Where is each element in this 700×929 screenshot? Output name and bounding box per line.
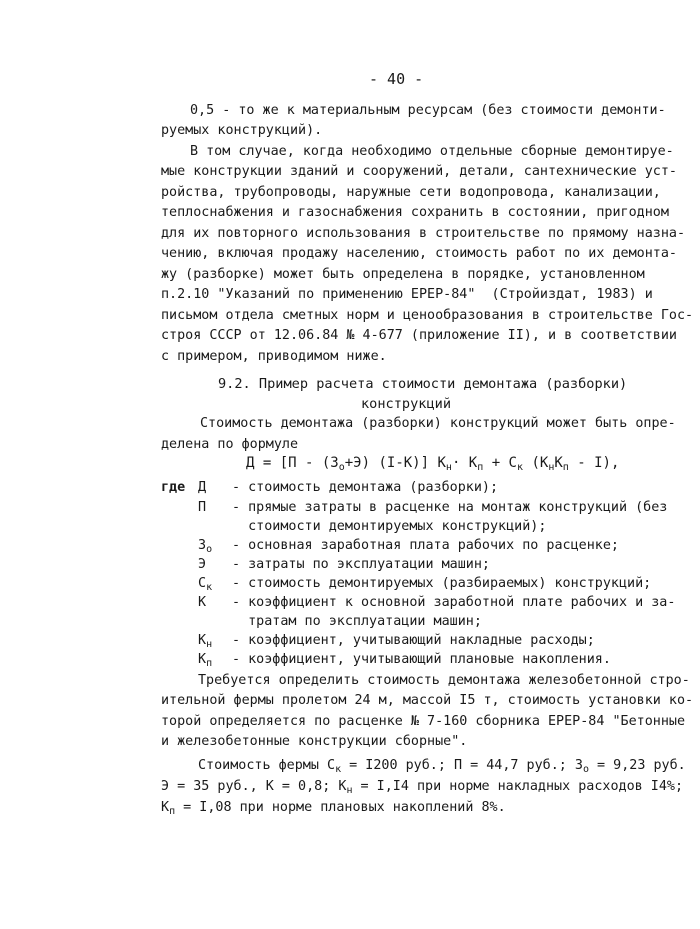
paragraph-line: В том случае, когда необходимо отдельные сборные демонтируе-: [190, 144, 674, 159]
paragraph-line: $К_п = I,08$ при норме плановых накоплений 8%.: [161, 800, 506, 817]
symbol: $З_о$: [198, 538, 213, 555]
paragraph-line: Стоимость фермы $С_к = I200$ руб.; П = 44,7 руб.; $З_о = 9,23$ руб.: [198, 758, 686, 775]
paragraph-line: строя СССР от 12.06.84 № 4-677 (приложение II), и в соответствии: [161, 328, 677, 343]
definition-item: Э - затраты по эксплуатации машин;: [198, 557, 490, 572]
page-number: - 40 -: [369, 70, 424, 88]
paragraph-line: Э = 35 руб., К = 0,8; $К_н = I,I4$ при норме накладных расходов I4%;: [161, 779, 684, 796]
paragraph-line: делена по формуле: [161, 437, 299, 452]
paragraph-line: 0,5 - то же к материальным ресурсам (без стоимости демонти-: [190, 103, 666, 118]
symbol: Э: [198, 557, 207, 572]
paragraph-line: Требуется определить стоимость демонтажа железобетонной стро-: [198, 673, 690, 688]
definition-item: П - прямые затраты в расценке на монтаж конструкций (без: [198, 500, 668, 515]
where-label: где: [161, 480, 186, 495]
paragraph-line: Стоимость демонтажа (разборки) конструкций может быть опре-: [200, 416, 676, 431]
symbol: Д: [198, 480, 207, 495]
definition-continuation: тратам по эксплуатации машин;: [232, 614, 482, 629]
paragraph-line: ительной фермы пролетом 24 м, массой I5 т, стоимость установки ко-: [161, 693, 694, 708]
symbol: П: [198, 500, 207, 515]
paragraph-line: п.2.10 "Указаний по применению ЕРЕР-84" (Стройиздат, 1983) и: [161, 287, 653, 302]
section-heading: конструкций: [361, 396, 452, 412]
paragraph-line: чению, включая продажу населению, стоимость работ по их демонта-: [161, 246, 677, 261]
paragraph-line: руемых конструкций).: [161, 123, 323, 138]
symbol: $С_к$: [198, 576, 213, 593]
paragraph-line: письмом отдела сметных норм и ценообразования в строительстве Гос-: [161, 308, 694, 323]
paragraph-line: жу (разборке) может быть определена в порядке, установленном: [161, 267, 645, 282]
definition-item: $К_п$ - коэффициент, учитывающий плановые накопления.: [198, 652, 611, 669]
paragraph-line: и железобетонные конструкции сборные".: [161, 734, 468, 749]
cost-formula: $Д = [П - (З_о+Э)$ (I-К)] $К_н\cdot К_п + С_к$ $(К_нК_п - I)$,: [246, 455, 620, 473]
definition-continuation: стоимости демонтируемых конструкций);: [232, 519, 547, 534]
paragraph-line: для их повторного использования в строительстве по прямому назна-: [161, 226, 686, 241]
definition-item: $С_к$ - стоимость демонтируемых (разбираемых) конструкций;: [198, 576, 652, 593]
paragraph-line: торой определяется по расценке № 7-160 сборника ЕРЕР-84 "Бетонные: [161, 714, 686, 729]
definition-item: $К_н$ - коэффициент, учитывающий накладные расходы;: [198, 633, 595, 650]
definition-item: К - коэффициент к основной заработной плате рабочих и за-: [198, 595, 676, 610]
section-heading: 9.2. Пример расчета стоимости демонтажа (разборки): [218, 376, 628, 392]
paragraph-line: теплоснабжения и газоснабжения сохранить в состоянии, пригодном: [161, 205, 669, 220]
paragraph-line: мые конструкции зданий и сооружений, детали, сантехнические уст-: [161, 164, 677, 179]
paragraph-line: с примером, приводимом ниже.: [161, 349, 387, 364]
definition-item: $З_о$ - основная заработная плата рабочих по расценке;: [198, 538, 619, 555]
symbol: $К_п$: [198, 652, 213, 669]
paragraph-line: ройства, трубопроводы, наружные сети водопровода, канализации,: [161, 185, 661, 200]
symbol: $К_н$: [198, 633, 213, 650]
symbol: К: [198, 595, 207, 610]
definition-item: Д - стоимость демонтажа (разборки);: [198, 480, 499, 495]
